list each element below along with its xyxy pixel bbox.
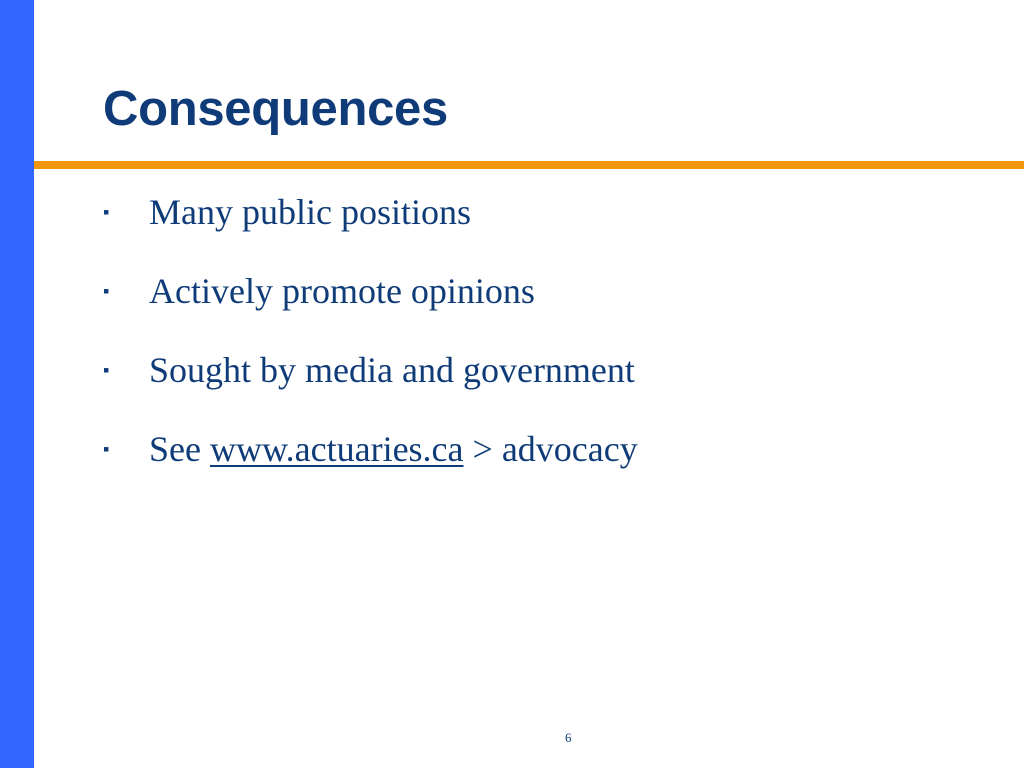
title-divider [34, 161, 1024, 169]
bullet-text: Actively promote opinions [149, 271, 535, 311]
square-bullet-icon: ▪ [103, 360, 110, 380]
slide-title: Consequences [103, 82, 448, 136]
bullet-text [149, 424, 638, 474]
bullet-item [103, 424, 638, 503]
actuaries-link[interactable]: www.actuaries.ca [209, 429, 464, 469]
bullet-text: Many public positions [149, 192, 471, 232]
page-number: 6 [565, 730, 572, 745]
bullet-item [103, 266, 638, 345]
bullet-text: Sought by media and government [149, 350, 635, 390]
bullet-item [103, 187, 638, 266]
square-bullet-icon: ▪ [103, 202, 110, 222]
left-accent-bar [0, 0, 34, 768]
bullet-list [103, 187, 638, 503]
bullet-text-suffix: > advocacy [463, 429, 638, 469]
bullet-item [103, 345, 638, 424]
square-bullet-icon: ▪ [103, 439, 110, 459]
bullet-text-prefix: See [149, 429, 210, 469]
square-bullet-icon: ▪ [103, 281, 110, 301]
